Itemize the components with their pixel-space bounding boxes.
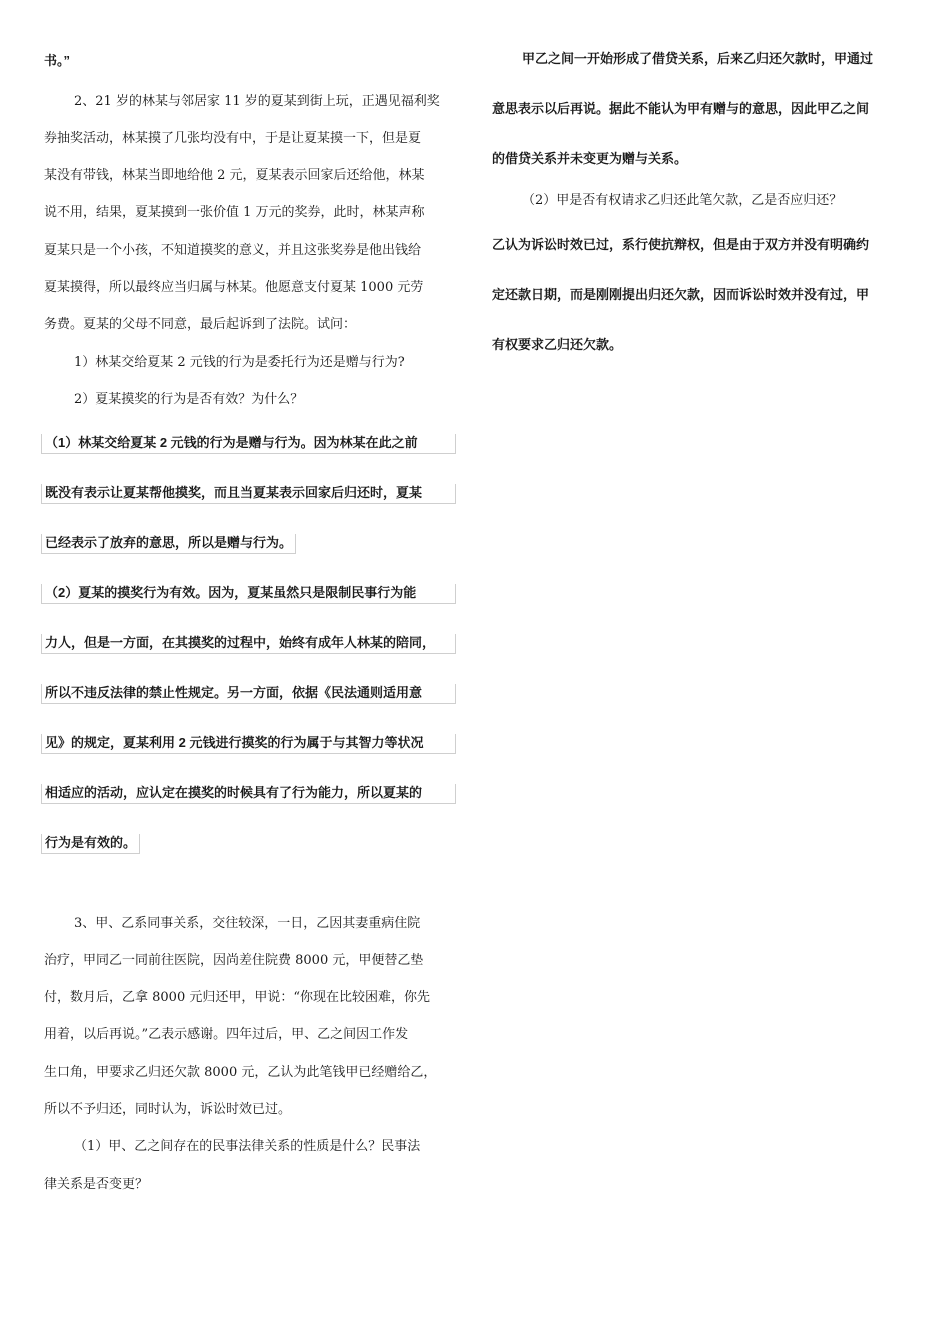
question-2-line: 说不用，结果，夏某摸到一张价值 1 万元的奖券，此时，林某声称	[44, 205, 425, 220]
question-3-line: 付，数月后，乙拿 8000 元归还甲，甲说：“你现在比较困难，你先	[44, 990, 430, 1005]
question-2-line: 券抽奖活动，林某摸了几张均没有中，于是让夏某摸一下，但是夏	[44, 131, 422, 146]
answer-line: 意思表示以后再说。据此不能认为甲有赠与的意思，因此甲乙之间	[492, 101, 870, 116]
answer-line: 定还款日期，而是刚刚提出归还欠款，因而诉讼时效并没有过，甲	[492, 287, 870, 302]
answer-line: 乙认为诉讼时效已过，系行使抗辩权，但是由于双方并没有明确约	[492, 237, 870, 252]
question-3-line: 用着，以后再说。”乙表示感谢。四年过后，甲、乙之间因工作发	[44, 1027, 409, 1042]
question-3-line: 生口角，甲要求乙归还欠款 8000 元，乙认为此笔钱甲已经赠给乙，	[44, 1065, 437, 1080]
continuation-text: 书。”	[44, 53, 71, 68]
answer-line: （2）夏某的摸奖行为有效。因为，夏某虽然只是限制民事行为能	[41, 584, 456, 604]
question-2-sub-2: 2）夏某摸奖的行为是否有效？为什么？	[74, 392, 304, 407]
answer-line: 见》的规定，夏某利用 2 元钱进行摸奖的行为属于与其智力等状况	[41, 734, 456, 754]
question-2-line: 某没有带钱，林某当即地给他 2 元，夏某表示回家后还给他，林某	[44, 168, 425, 183]
question-3-line: 3、甲、乙系同事关系，交往较深，一日，乙因其妻重病住院	[74, 916, 421, 931]
answer-line: 相适应的活动，应认定在摸奖的时候具有了行为能力，所以夏某的	[41, 784, 456, 804]
answer-line: 力人，但是一方面，在其摸奖的过程中，始终有成年人林某的陪同，	[41, 634, 456, 654]
answer-line: 行为是有效的。	[41, 834, 140, 854]
answer-line: 已经表示了放弃的意思，所以是赠与行为。	[41, 534, 296, 554]
answer-line: 既没有表示让夏某帮他摸奖，而且当夏某表示回家后归还时，夏某	[41, 484, 456, 504]
question-3-sub-1: 律关系是否变更？	[44, 1177, 149, 1192]
question-3-line: 治疗，甲同乙一同前往医院，因尚差住院费 8000 元，甲便替乙垫	[44, 953, 424, 968]
question-2-line: 夏某只是一个小孩，不知道摸奖的意义，并且这张奖券是他出钱给	[44, 243, 422, 258]
question-3-sub-1: （1）甲、乙之间存在的民事法律关系的性质是什么？民事法	[74, 1139, 421, 1154]
answer-line: 的借贷关系并未变更为赠与关系。	[492, 151, 688, 166]
question-2-line: 2、21 岁的林某与邻居家 11 岁的夏某到街上玩，正遇见福利奖	[74, 94, 440, 109]
answer-line: 甲乙之间一开始形成了借贷关系，后来乙归还欠款时，甲通过	[522, 51, 874, 66]
question-3-sub-2: （2）甲是否有权请求乙归还此笔欠款，乙是否应归还？	[522, 193, 843, 208]
answer-line: （1）林某交给夏某 2 元钱的行为是赠与行为。因为林某在此之前	[41, 434, 456, 454]
question-3-line: 所以不予归还，同时认为，诉讼时效已过。	[44, 1102, 292, 1117]
question-2-line: 夏某摸得，所以最终应当归属与林某。他愿意支付夏某 1000 元劳	[44, 280, 424, 295]
answer-line: 有权要求乙归还欠款。	[492, 337, 623, 352]
answer-line: 所以不违反法律的禁止性规定。另一方面，依据《民法通则适用意	[41, 684, 456, 704]
question-2-line: 务费。夏某的父母不同意，最后起诉到了法院。试问：	[44, 317, 357, 332]
question-2-sub-1: 1）林某交给夏某 2 元钱的行为是委托行为还是赠与行为?	[74, 355, 405, 370]
